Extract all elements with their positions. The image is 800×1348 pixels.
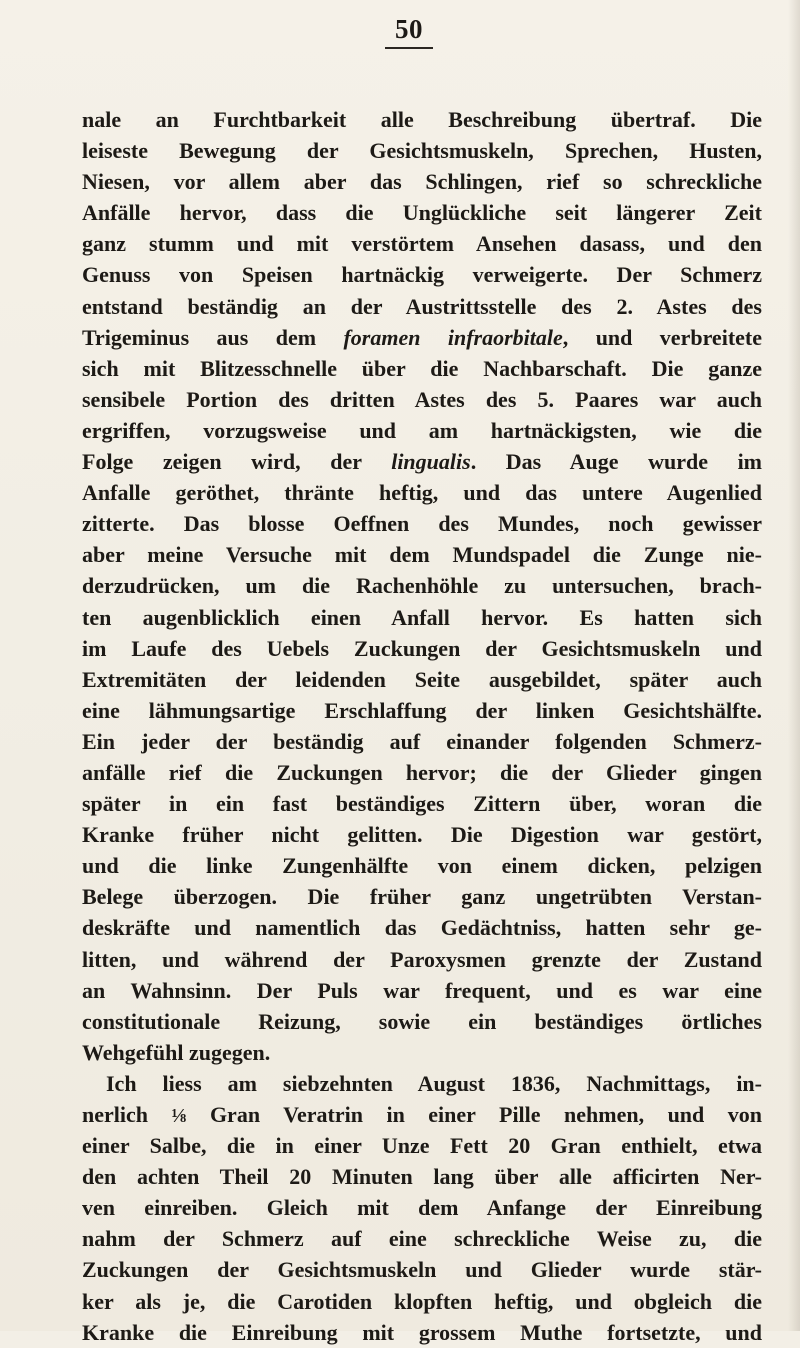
text-line: constitutionale Reizung, sowie ein beständiges örtliches [82, 1008, 762, 1034]
page-edge-shadow [788, 0, 800, 1331]
text-line: Anfälle hervor, dass die Unglückliche seit längerer Zeit [82, 200, 762, 226]
text-line [82, 446, 762, 477]
page-number [0, 14, 800, 49]
text-line: später in ein fast beständiges Zittern über, woran die [82, 791, 762, 817]
text-segment: Folge zeigen wird, der [82, 449, 392, 475]
text-segment: . Das Auge wurde im [470, 449, 763, 475]
text-line: Kranke die Einreibung mit grossem Muthe fortsetzte, und [82, 1319, 762, 1345]
italic-term: foramen infraorbitale [343, 324, 563, 350]
text-line: Zuckungen der Gesichtsmuskeln und Glieder wurde stär- [82, 1257, 762, 1283]
text-line: den achten Theil 20 Minuten lang über alle afficirten Ner- [82, 1164, 762, 1190]
text-line: Belege überzogen. Die früher ganz ungetrübten Verstan- [82, 884, 762, 910]
text-line: ten augenblicklich einen Anfall hervor. Es hatten sich [82, 604, 762, 630]
text-line: Extremitäten der leidenden Seite ausgebildet, später auch [82, 666, 762, 692]
text-line: im Laufe des Uebels Zuckungen der Gesichtsmuskeln und [82, 635, 762, 661]
fraction: ⅛ [171, 1105, 187, 1127]
text-line: und die linke Zungenhälfte von einem dicken, pelzigen [82, 853, 762, 879]
text-line: sich mit Blitzesschnelle über die Nachbarschaft. Die ganze [82, 355, 762, 381]
text-line: ergriffen, vorzugsweise und am hartnäckigsten, wie die [82, 417, 762, 443]
text-line: anfälle rief die Zuckungen hervor; die der Glieder gingen [82, 759, 762, 785]
body-text [82, 104, 762, 1348]
text-segment: Trigeminus aus dem [82, 324, 344, 350]
text-line: zitterte. Das blosse Oeffnen des Mundes, noch gewisser [82, 511, 762, 537]
text-line: ven einreiben. Gleich mit dem Anfange der Einreibung [82, 1195, 762, 1221]
text-line: sensibele Portion des dritten Astes des 5. Paares war auch [82, 386, 762, 412]
text-line: nahm der Schmerz auf eine schreckliche Weise zu, die [82, 1226, 762, 1252]
text-line: Anfalle geröthet, thränte heftig, und das untere Augenlied [82, 480, 762, 506]
text-line: Ich liess am siebzehnten August 1836, Nachmittags, in- [106, 1070, 762, 1096]
text-line: Niesen, vor allem aber das Schlingen, rief so schreckliche [82, 169, 762, 195]
text-line: an Wahnsinn. Der Puls war frequent, und es war eine [82, 977, 762, 1003]
text-segment: Gran Veratrin in einer Pille nehmen, und von [186, 1102, 762, 1127]
text-line: leiseste Bewegung der Gesichtsmuskeln, Sprechen, Husten, [82, 138, 762, 164]
text-line [82, 322, 762, 353]
text-line: derzudrücken, um die Rachenhöhle zu untersuchen, brach- [82, 573, 762, 599]
text-line [82, 1099, 762, 1130]
text-line: ker als je, die Carotiden klopften heftig, und obgleich die [82, 1288, 762, 1314]
text-line: Genuss von Speisen hartnäckig verweigerte. Der Schmerz [82, 262, 762, 288]
text-line: einer Salbe, die in einer Unze Fett 20 Gran enthielt, etwa [82, 1133, 762, 1159]
text-line: Wehgefühl zugegen. [82, 1039, 271, 1065]
text-line: Kranke früher nicht gelitten. Die Digestion war gestört, [82, 822, 762, 848]
page-number-text: 50 [385, 14, 433, 49]
text-line: deskräfte und namentlich das Gedächtniss, hatten sehr ge- [82, 915, 762, 941]
text-line: nale an Furchtbarkeit alle Beschreibung übertraf. Die [82, 107, 762, 132]
text-segment: , und verbreitete [562, 324, 762, 350]
text-line: eine lähmungsartige Erschlaffung der linken Gesichtshälfte. [82, 697, 762, 723]
text-line: entstand beständig an der Austrittsstelle des 2. Astes des [82, 293, 762, 319]
text-line: ganz stumm und mit verstörtem Ansehen dasass, und den [82, 231, 762, 257]
text-line: aber meine Versuche mit dem Mundspadel die Zunge nie- [82, 542, 762, 568]
text-line: litten, und während der Paroxysmen grenzte der Zustand [82, 946, 762, 972]
text-line: Ein jeder der beständig auf einander folgenden Schmerz- [82, 728, 762, 754]
italic-term: lingualis [391, 449, 471, 475]
text-segment: nerlich [82, 1102, 172, 1127]
